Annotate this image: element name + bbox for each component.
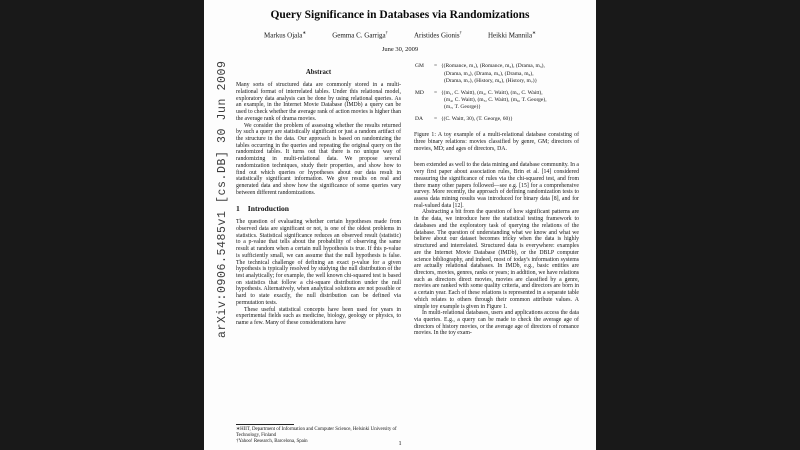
author-name: Gemma C. Garriga bbox=[332, 31, 386, 40]
paper-title: Query Significance in Databases via Randomizations bbox=[270, 9, 530, 21]
page-number: 1 bbox=[398, 440, 402, 447]
author-list bbox=[204, 30, 596, 39]
equals-sign: = bbox=[433, 63, 438, 70]
body-paragraph: Abstracting a bit from the question of how significant patterns are in the data, we introduce here the statistical testing framework to databases and the exploratory task of querying the relations of the database. The question of understanding what we know and what we believe about our dataset becomes tricky when the data is highly structured and interrelated. Structured data is everywhere: examples are the Internet Movie Database (IMDb), or the DBLP computer science bibliography, and indeed, most of today's information systems are actually relational databases. In IMDb, e.g., basic entities are directors, movies, genres, ranks or years; in addition, we have relations such as directors direct movies, movies are classified by a genre, movies are ranked with some quality criteria, and directors are born in a certain year. Each of these relations is represented in a separate table which relates to others through their common attribute values. A simple toy example is given in Figure 1. bbox=[414, 209, 579, 310]
section-number: 1 bbox=[236, 204, 240, 214]
body-paragraph: been extended as well to the data mining and database community. In a very first paper about association rules, Brin et al. [14] considered measuring the significance of rules via the chi-squared test, and from there many other papers followed—see e.g. [15] for a comprehensive survey. More recently, the approach of defining randomization tests to assess data mining results was introduced for binary data [8], and for real-valued data [12]. bbox=[414, 162, 579, 209]
author bbox=[414, 30, 462, 39]
figure1-caption: Figure 1: A toy example of a multi-relational database consisting of three binary relations: movies classified by genre, GM; directors of movies, MD; and ages of directors, DA. bbox=[414, 132, 579, 152]
author-name: Heikki Mannila bbox=[487, 31, 533, 40]
right-column bbox=[414, 61, 579, 337]
author-affiliation-mark: † bbox=[459, 30, 462, 35]
equation-line: (Drama, m₇), (History, m₆), (History, m₇)} bbox=[444, 78, 538, 85]
equals-sign: = bbox=[433, 89, 438, 96]
equation-lines bbox=[441, 90, 547, 112]
author bbox=[332, 30, 388, 39]
equation-lines bbox=[441, 63, 545, 85]
equals-sign: = bbox=[433, 115, 438, 122]
abstract-paragraph: We consider the problem of assessing whether the results returned by such a query are statistically significant or just a random artifact of the structure in the data. Our approach is based on randomizing the tables occurring in the queries and repeating the original query on the randomized tables. It turns out that there is no unique way of randomizing in multi-relational data. We propose several randomization techniques, study their properties, and show how to find out which queries or hypotheses about our data result in statistically significant information. We give results on real and generated data and show how the significance of some queries vary between different randomizations. bbox=[236, 122, 401, 196]
arxiv-watermark: arXiv:0906.5485v1 [cs.DB] 30 Jun 2009 bbox=[216, 60, 229, 338]
paper-header bbox=[204, 0, 596, 53]
equation-line: (m₄, C. Waitt), (m₅, C. Waitt), (m₆, T. George), bbox=[444, 97, 547, 104]
paper-columns bbox=[204, 53, 596, 445]
section-heading-introduction bbox=[236, 205, 401, 214]
author-affiliation-mark: ∗ bbox=[302, 30, 307, 35]
equation-label: MD bbox=[415, 89, 424, 96]
left-column bbox=[236, 61, 401, 445]
figure1-equations bbox=[414, 61, 579, 123]
author bbox=[488, 30, 536, 39]
equation-row bbox=[415, 63, 579, 85]
equation-line: (m₇, T. George)} bbox=[444, 104, 481, 111]
paper-date: June 30, 2009 bbox=[381, 46, 419, 54]
introduction-paragraph: The question of evaluating whether certain hypotheses made from observed data are significant or not, is one of the oldest problems in statistics. Statistical significance reduces an observed result (statistic) to a p-value that tells about the probability of observing the same result at random when a certain null hypothesis is true. If this p-value is sufficiently small, we can assume that the null hypothesis is false. The technical challenge of defining an exact p-value for a given hypothesis is typically resolved by studying the null distribution of the test analytically; for example, the well known chi-squared test is based on statistics that follow a chi-square distribution under the null hypothesis. Alternatively, when analytical solutions are not possible or hard to state exactly, the null distribution can be defined via permutation tests. bbox=[236, 219, 401, 306]
author-affiliation-mark: † bbox=[385, 30, 388, 35]
equation-line: {(Romance, m₁), (Romance, m₂), (Drama, m₃), bbox=[441, 63, 545, 70]
body-paragraph: In multi-relational databases, users and applications access the data via queries. E.g., a query can be made to check the average age of directors of history movies, or the average age of directors of romance movies. In the toy exam- bbox=[414, 310, 579, 337]
paper-page bbox=[204, 0, 596, 450]
abstract-heading: Abstract bbox=[305, 69, 332, 77]
equation-lines bbox=[441, 116, 513, 123]
author bbox=[264, 30, 306, 39]
equation-line: {(C. Waitt, 30), (T. George, 60)} bbox=[441, 115, 513, 122]
footnote-rule bbox=[236, 424, 294, 425]
footnote: ∗HIIT, Department of Information and Computer Science, Helsinki University of Technology, Finland bbox=[236, 427, 397, 439]
author-name: Aristides Gionis bbox=[413, 31, 460, 40]
equation-line: (Drama, m₄), (Drama, m₅), (Drama, m₆), bbox=[444, 70, 534, 77]
footnote: †Yahoo! Research, Barcelona, Spain bbox=[236, 439, 308, 445]
equation-line: {(m₁, C. Waitt), (m₂, C. Waitt), (m₃, C. Waitt), bbox=[441, 89, 543, 96]
abstract-paragraph: Many sorts of structured data are commonly stored in a multi-relational format of interrelated tables. Under this relational model, exploratory data analysis can be done by using relational queries. As an example, in the Internet Movie Database (IMDb) a query can be used to check whether the average rank of action movies is higher than the average rank of drama movies. bbox=[236, 82, 401, 122]
equation-label: DA bbox=[415, 115, 423, 122]
equation-row bbox=[415, 90, 579, 112]
equation-label: GM bbox=[415, 63, 424, 70]
author-name: Markus Ojala bbox=[264, 31, 303, 40]
equation-row bbox=[415, 116, 579, 123]
introduction-paragraph: These useful statistical concepts have been used for years in experimental fields such as medicine, biology, geology or physics, to name a few. Many of these considerations have bbox=[236, 306, 401, 326]
section-title: Introduction bbox=[247, 204, 290, 214]
author-affiliation-mark: ∗ bbox=[532, 30, 536, 35]
